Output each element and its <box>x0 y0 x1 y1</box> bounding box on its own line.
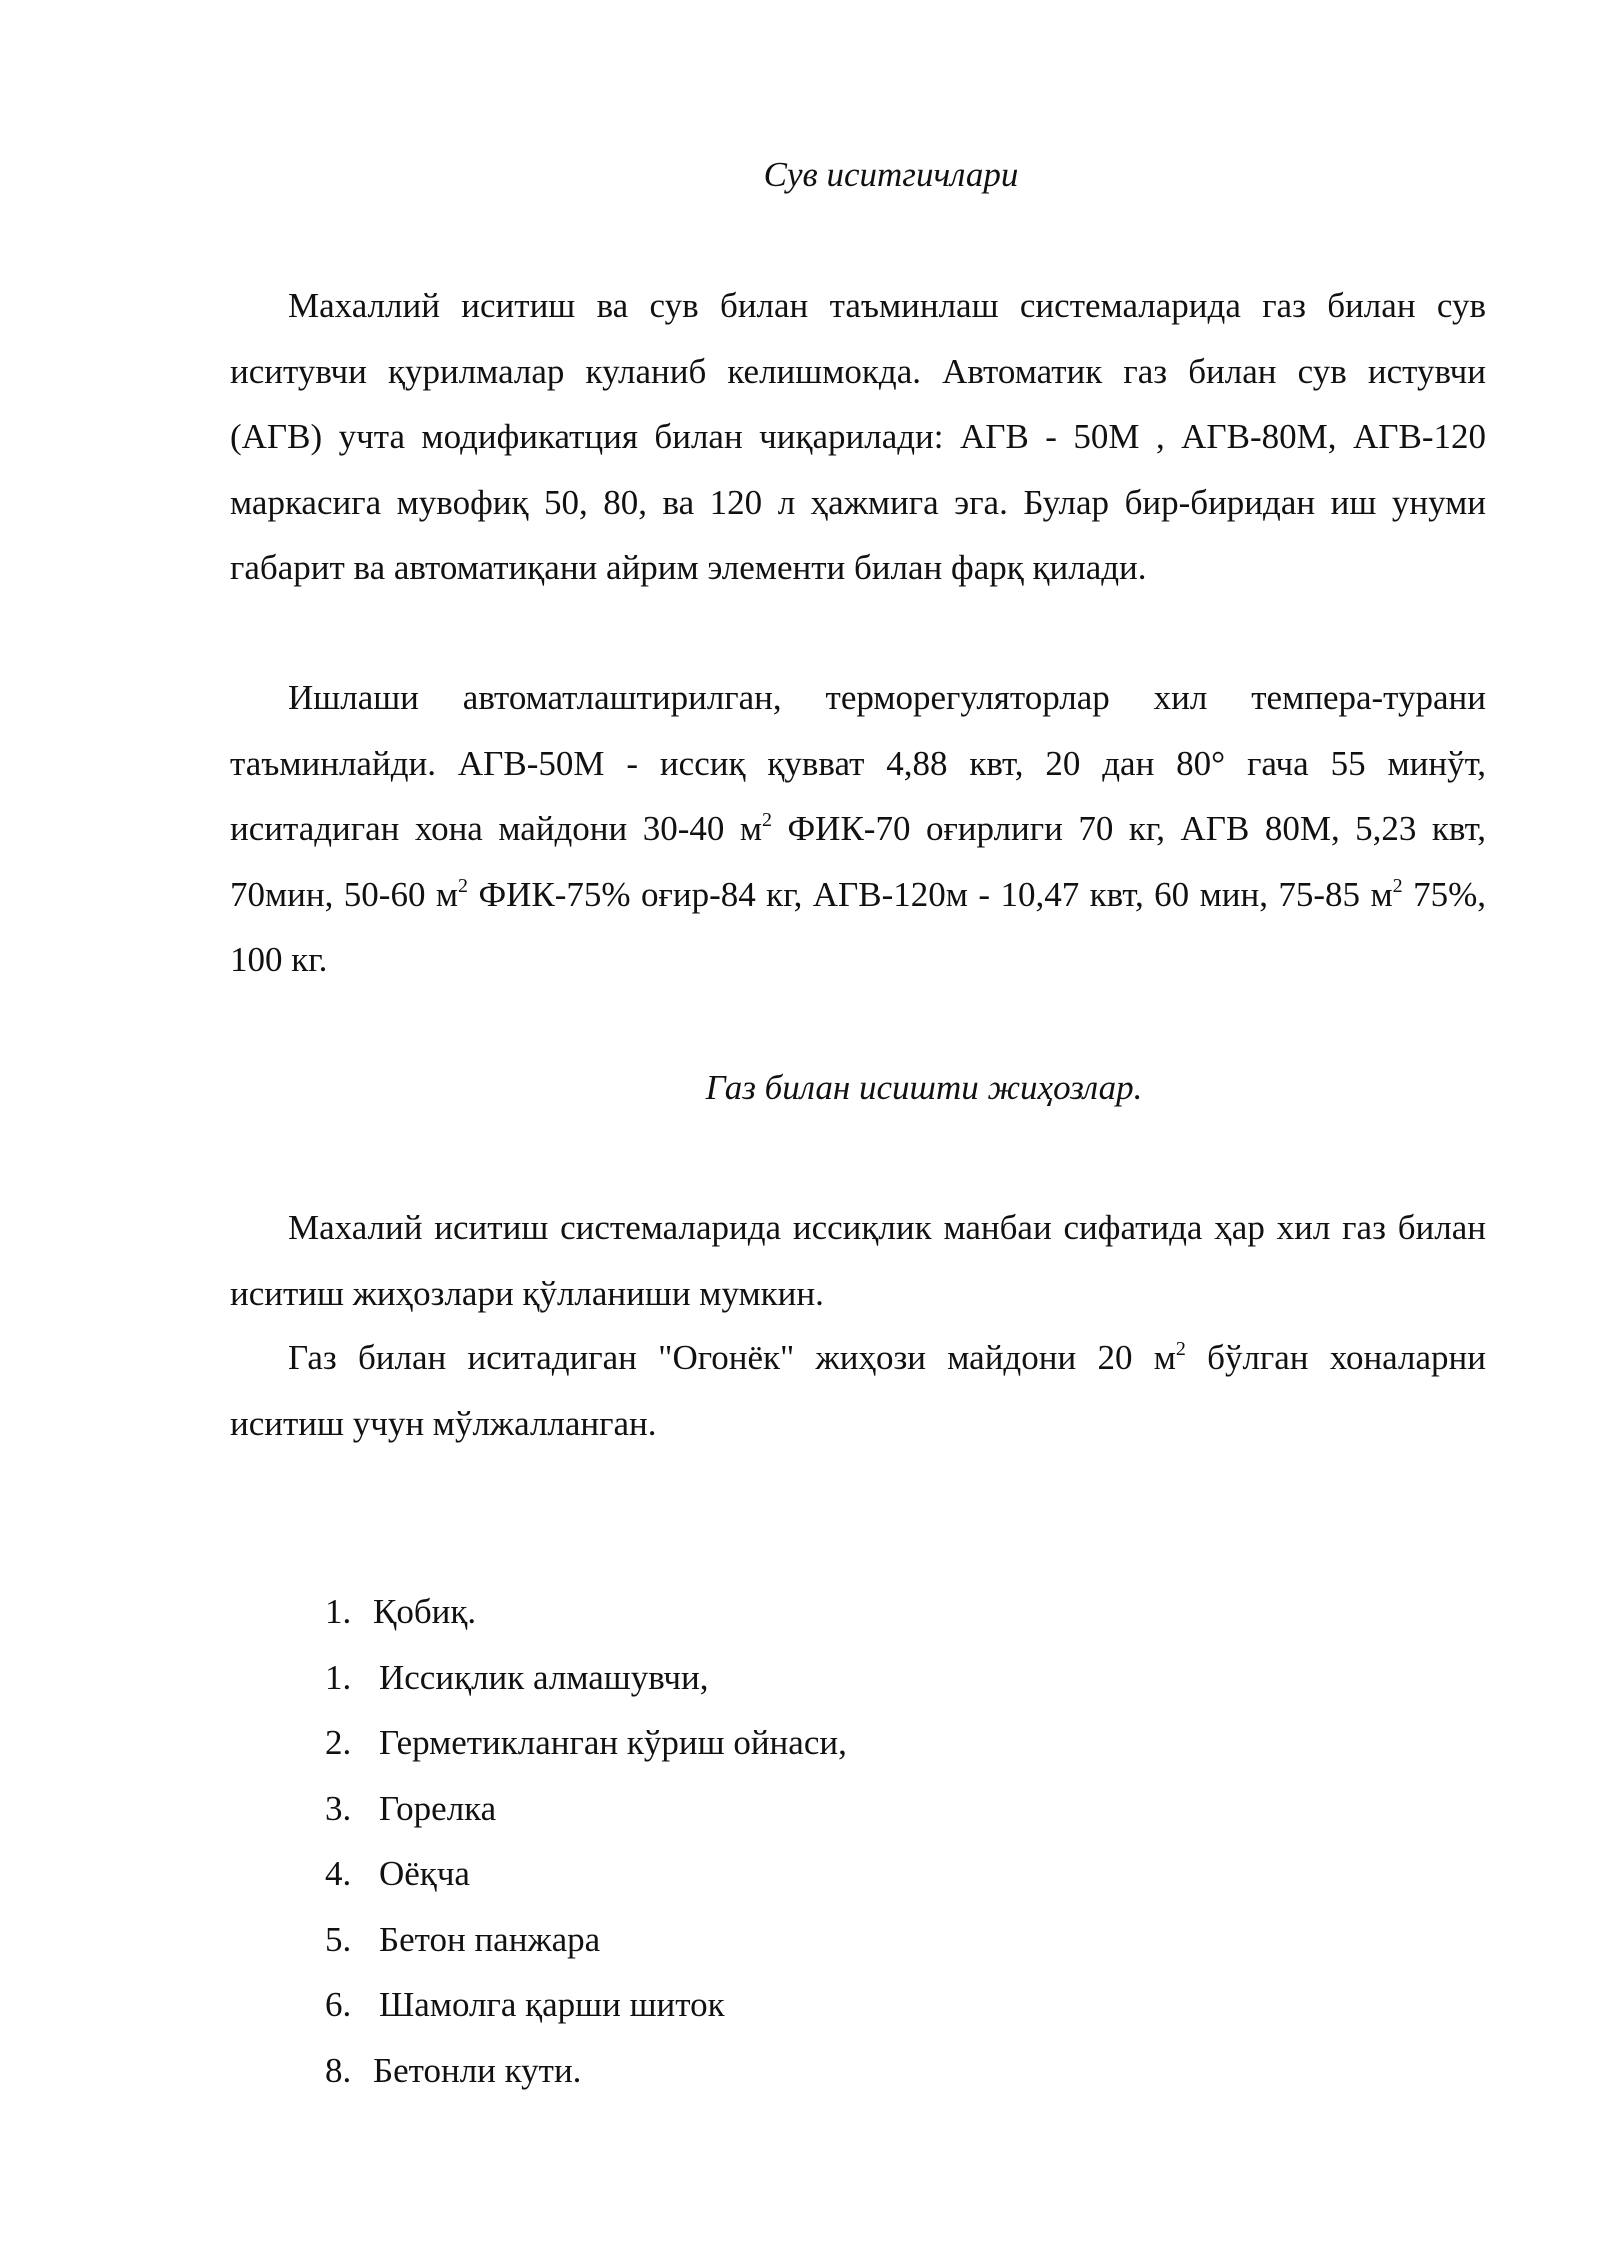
list-item <box>325 1710 847 1776</box>
paragraph-water-heaters-specs <box>230 665 1486 993</box>
superscript: 2 <box>762 809 773 831</box>
list-item <box>325 1972 847 2038</box>
list-item <box>325 1907 847 1973</box>
superscript: 2 <box>1392 874 1403 897</box>
ogonek-text-2: бўлган хоналарни иситиш учун мўлжалланган. <box>230 1338 1486 1443</box>
specs-text-4: 75%, 100 кг. <box>230 874 1486 979</box>
list-item-label: Оёқча <box>379 1854 470 1893</box>
list-item <box>325 1776 847 1842</box>
parts-list <box>325 1579 847 2103</box>
list-item-number: 5. <box>325 1919 352 1959</box>
list-item-number: 2. <box>325 1723 352 1762</box>
ogonek-text-1: Газ билан иситадиган "Огонёк" жиҳози майдони 20 м <box>288 1338 1176 1377</box>
list-item-number: 1. <box>325 1657 352 1697</box>
list-item <box>325 2038 847 2104</box>
list-item-label: Қобиқ. <box>373 1592 477 1631</box>
specs-text-2: ФИК-70 оғирлиги 70 кг, АГВ 80М, 5,23 квт, 70мин, 50-60 м <box>230 809 1486 914</box>
paragraph-ogonek-device <box>230 1325 1486 1456</box>
list-item-label: Бетон панжара <box>379 1919 601 1959</box>
paragraph-water-heaters-intro: Махаллий иситиш ва сув билан таъминлаш системаларида газ билан сув иситувчи қурилмалар куланиб келишмокда. Автоматик газ билан сув истувчи (АГВ) учта модификатция билан чиқарилади: АГВ - 50М , АГВ-80М, АГВ-120 маркасига мувофиқ 50, 80, ва 120 л ҳажмига эга. Булар бир-биридан иш унуми габарит ва автоматиқани айрим элементи билан фарқ қилади. <box>230 286 1486 587</box>
list-item-number: 4. <box>325 1854 352 1893</box>
list-item <box>325 1645 847 1711</box>
superscript: 2 <box>458 874 469 897</box>
list-item-number: 1. <box>325 1592 352 1631</box>
list-item-number: 3. <box>325 1788 352 1828</box>
specs-text-3: ФИК-75% оғир-84 кг, АГВ-120м - 10,47 квт, 60 мин, 75-85 м <box>468 874 1393 914</box>
list-item-number: 6. <box>325 1985 352 2024</box>
list-item-label: Горелка <box>379 1788 497 1828</box>
list-item-label: Иссиқлик алмашувчи, <box>379 1657 709 1697</box>
superscript: 2 <box>1175 1338 1186 1360</box>
paragraph-gas-heating-intro: Махалий иситиш системаларида иссиқлик манбаи сифатида ҳар хил газ билан иситиш жиҳозлари қўлланиши мумкин. <box>230 1208 1486 1313</box>
specs-text-1: Ишлаши автоматлаштирилган, терморегуляторлар хил темпера-турани таъминлайди. АГВ-50М - иссиқ қувват 4,88 квт, 20 дан 80° гача 55 минўт, иситадиган хона майдони 30-40 м <box>230 678 1486 848</box>
section-heading-gas-heating-devices: Газ билан исишти жиҳозлар. <box>705 1068 1143 1107</box>
list-item-label: Шамолга қарши шиток <box>379 1985 725 2024</box>
list-item-number: 8. <box>325 2050 352 2090</box>
section-heading-water-heaters: Сув иситгичлари <box>763 155 1019 194</box>
list-item-label: Герметикланган кўриш ойнаси, <box>379 1723 847 1762</box>
list-item <box>325 1579 847 1645</box>
list-item <box>325 1841 847 1907</box>
list-item-label: Бетонли кути. <box>373 2050 582 2090</box>
